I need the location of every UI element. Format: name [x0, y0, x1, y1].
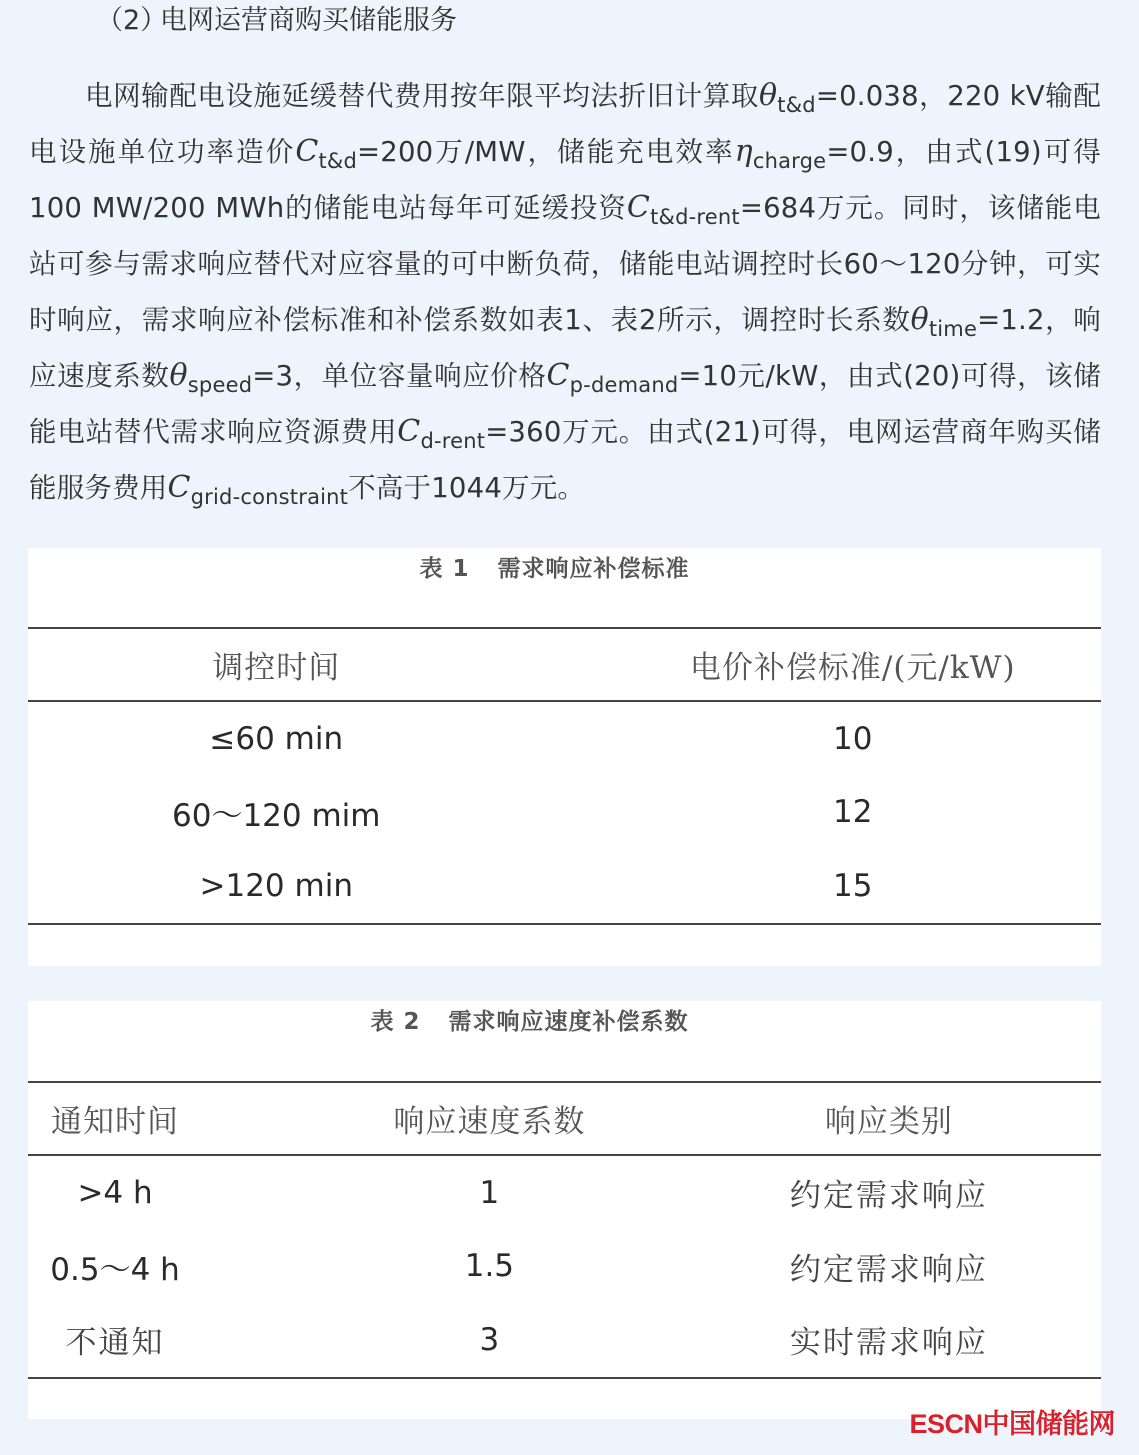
column-header: 响应速度系数: [382, 1082, 597, 1155]
para-text: =684万元。同时，该储能电站可参与需求响应替代对应容量的可中断负荷，储能电站调控时长60～120分钟，可实时响应，需求响应补偿标准和补偿系数如表1、表2所示，调控时长系数: [29, 192, 1101, 336]
table-cell: 1: [479, 1174, 500, 1211]
para-text: 电网输配电设施延缓替代费用按年限平均法折旧计算取: [85, 80, 760, 112]
symbol: θ: [910, 302, 929, 337]
para-text: =1.2，响应速度系数: [29, 304, 1102, 392]
symbol-subscript: p-demand: [569, 373, 679, 397]
table-row: [28, 1230, 1101, 1304]
para-text: =0.038，220 kV输配电设施单位功率造价: [29, 80, 1101, 168]
para-text: =10元/kW，由式(20)可得，该储能电站替代需求响应资源费用: [29, 360, 1101, 448]
table-cell: 1.5: [464, 1248, 515, 1285]
table-cell: ≤60 min: [209, 720, 344, 757]
symbol: C: [397, 414, 421, 449]
table1-panel: [28, 548, 1101, 966]
table-header-row: [28, 628, 1101, 701]
column-header: 调控时间: [28, 628, 565, 701]
table-cell: 约定需求响应: [789, 1178, 988, 1215]
symbol: θ: [759, 78, 778, 113]
symbol-subscript: time: [928, 317, 978, 341]
symbol-subscript: d-rent: [420, 429, 486, 453]
symbol-subscript: speed: [187, 373, 253, 397]
table-cell: 10: [833, 720, 873, 757]
para-text: =200万/MW，储能充电效率: [357, 136, 735, 168]
escn-watermark-logo: ESCN中国储能网: [909, 1409, 1115, 1439]
section-number: （2）: [96, 5, 168, 36]
table-cell: 60～120 mim: [172, 797, 381, 834]
table-cell: 不通知: [28, 1303, 382, 1378]
column-header: 电价补偿标准/(元/kW): [565, 628, 1102, 701]
table-cell: >120 min: [28, 849, 565, 924]
para-text: 不高于1044万元。: [348, 472, 586, 504]
table-header-row: [28, 1082, 1101, 1155]
symbol-subscript: t&d: [318, 149, 358, 173]
table-cell: 3: [382, 1303, 597, 1378]
symbol: θ: [169, 358, 188, 393]
table-cell: 0.5～4 h: [50, 1251, 180, 1288]
symbol: C: [167, 470, 191, 505]
symbol-subscript: t&d-rent: [650, 205, 740, 229]
table-cell: 12: [833, 794, 873, 831]
table1-label: 表 1: [419, 556, 470, 582]
symbol: C: [546, 358, 570, 393]
symbol-subscript: charge: [752, 149, 827, 173]
table-cell: >4 h: [77, 1174, 153, 1211]
table-cell: 实时需求响应: [597, 1303, 1101, 1378]
column-header: 通知时间: [28, 1082, 382, 1155]
body-paragraph: [29, 68, 1101, 516]
table2-caption: [0, 1003, 1101, 1036]
table2: [28, 1081, 1101, 1379]
table-row: [28, 1155, 1101, 1230]
table2-title: 需求响应速度补偿系数: [448, 1009, 689, 1035]
table-cell: 15: [565, 849, 1102, 924]
symbol: η: [734, 134, 753, 169]
table-row: [28, 776, 1101, 850]
table-row: [28, 849, 1101, 924]
symbol-subscript: t&d: [777, 93, 816, 117]
table1: [28, 627, 1101, 925]
table-row: [28, 701, 1101, 776]
symbol-subscript: grid-constraint: [190, 485, 349, 509]
section-heading: [30, 2, 1110, 40]
para-text: =3，单位容量响应价格: [252, 360, 547, 392]
table2-panel: [28, 1001, 1101, 1419]
table-cell: 约定需求响应: [789, 1251, 988, 1288]
symbol: C: [626, 190, 651, 225]
table-row: [28, 1303, 1101, 1378]
section-title: 电网运营商购买储能服务: [160, 5, 457, 36]
para-text: =360万元。由式(21)可得，电网运营商年购买储能服务费用: [29, 416, 1101, 504]
table2-label: 表 2: [370, 1009, 421, 1035]
para-text: =0.9，由式(19)可得100 MW/200 MWh的储能电站每年可延缓投资: [29, 136, 1101, 224]
table1-caption: [8, 550, 1101, 583]
column-header: 响应类别: [597, 1082, 1101, 1155]
symbol: C: [295, 134, 319, 169]
table1-title: 需求响应补偿标准: [497, 556, 690, 582]
